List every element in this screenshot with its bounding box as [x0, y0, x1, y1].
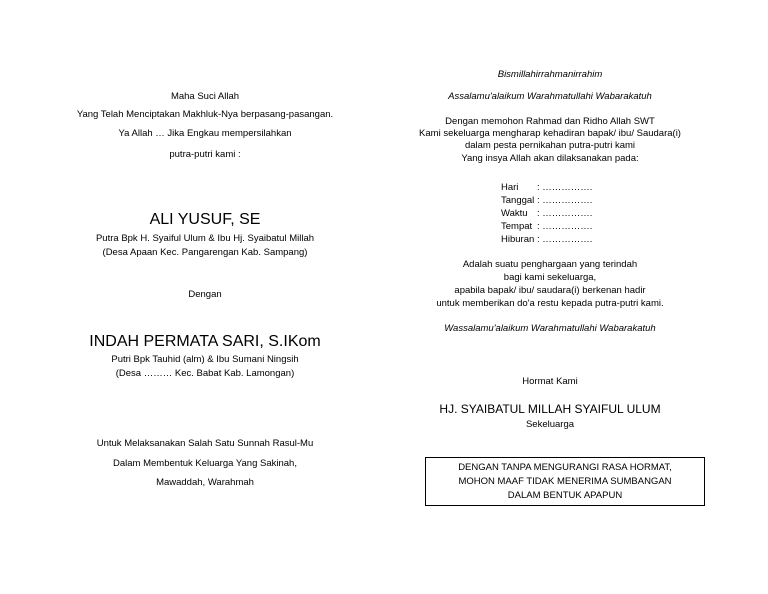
schedule-row	[501, 181, 592, 194]
closing-line-2: Dalam Membentuk Keluarga Yang Sakinah,	[113, 458, 297, 469]
closing-line-3: Mawaddah, Warahmah	[156, 477, 254, 488]
with-text: Dengan	[188, 289, 222, 300]
creation-text: Yang Telah Menciptakan Makhluk-Nya berpasang-pasangan.	[76, 109, 334, 120]
bride-address: (Desa ……… Kec. Babat Kab. Lamongan)	[115, 368, 295, 379]
thanks-line-4: untuk memberikan do'a restu kepada putra-putri kami.	[436, 298, 664, 309]
bride-parents: Putri Bpk Tauhid (alm) & Ibu Sumani Ningsih	[111, 354, 299, 365]
regards-text: Hormat Kami	[522, 376, 578, 387]
opening-text: Maha Suci Allah	[170, 91, 240, 102]
schedule-value: : …………….	[537, 182, 593, 193]
schedule-value: : …………….	[537, 221, 593, 232]
closing-line-1: Untuk Melaksanakan Salah Satu Sunnah Rasul-Mu	[96, 438, 314, 449]
schedule-row	[501, 207, 592, 220]
closing-salam: Wassalamu'alaikum Warahmatullahi Wabarakatuh	[444, 323, 656, 334]
bride-name: INDAH PERMATA SARI, S.IKom	[89, 333, 321, 350]
schedule-label: Hiburan	[501, 234, 535, 245]
children-text: putra-putri kami :	[169, 149, 241, 160]
event-schedule	[501, 181, 592, 246]
schedule-row	[501, 220, 592, 233]
schedule-label: Hari	[501, 182, 519, 193]
notice-line: DALAM BENTUK APAPUN	[507, 489, 623, 501]
basmalah: Bismillahirrahmanirrahim	[497, 69, 603, 80]
groom-parents: Putra Bpk H. Syaiful Ulum & Ibu Hj. Syaibatul Millah	[95, 233, 315, 244]
thanks-line-2: bagi kami sekeluarga,	[503, 272, 597, 283]
schedule-row	[501, 194, 592, 207]
intro-line-2: Kami sekeluarga mengharap kehadiran bapak/ ibu/ Saudara(i)	[419, 128, 681, 139]
salam-greeting: Assalamu'alaikum Warahmatullahi Wabarakatuh	[448, 91, 652, 102]
thanks-line-3: apabila bapak/ ibu/ saudara(i) berkenan hadir	[454, 285, 646, 296]
schedule-row	[501, 233, 592, 246]
notice-line: DENGAN TANPA MENGURANGI RASA HORMAT,	[458, 461, 672, 473]
no-gifts-notice	[425, 457, 705, 506]
permission-text: Ya Allah … Jika Engkau mempersilahkan	[118, 128, 292, 139]
host-name: HJ. SYAIBATUL MILLAH SYAIFUL ULUM	[439, 402, 661, 416]
notice-line: MOHON MAAF TIDAK MENERIMA SUMBANGAN	[458, 475, 672, 487]
intro-line-1: Dengan memohon Rahmad dan Ridho Allah SWT	[445, 116, 655, 127]
intro-line-3: dalam pesta pernikahan putra-putri kami	[464, 140, 636, 151]
groom-address: (Desa Apaan Kec. Pangarengan Kab. Sampang)	[102, 247, 308, 258]
schedule-value: : …………….	[537, 208, 593, 219]
schedule-value: : …………….	[537, 234, 593, 245]
intro-line-4: Yang insya Allah akan dilaksanakan pada:	[461, 153, 639, 164]
schedule-label: Tanggal	[501, 195, 535, 206]
schedule-value: : …………….	[537, 195, 593, 206]
groom-name: ALI YUSUF, SE	[149, 211, 261, 228]
schedule-label: Waktu	[501, 208, 528, 219]
family-text: Sekeluarga	[525, 419, 575, 430]
thanks-line-1: Adalah suatu penghargaan yang terindah	[462, 259, 638, 270]
schedule-label: Tempat	[501, 221, 533, 232]
